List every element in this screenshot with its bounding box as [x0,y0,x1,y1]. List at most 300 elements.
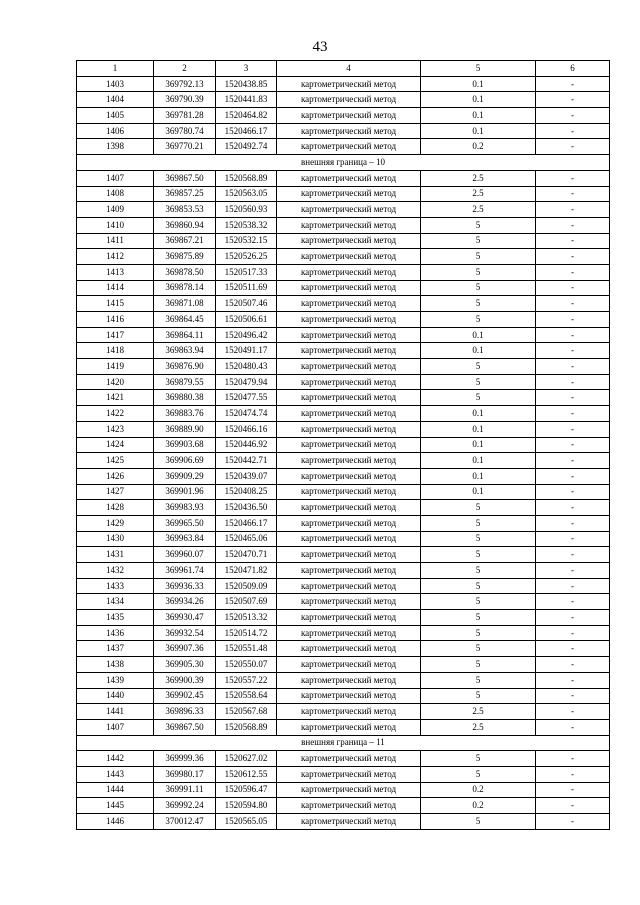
x-coordinate-cell: 369902.45 [154,688,216,704]
x-coordinate-cell: 369909.29 [154,468,216,484]
x-coordinate-cell: 369879.55 [154,374,216,390]
note-cell: - [536,531,610,547]
table-row [77,484,610,500]
table-row [77,468,610,484]
x-coordinate-cell: 369896.33 [154,704,216,720]
section-label: внешняя граница – 11 [77,735,610,751]
y-coordinate-cell: 1520491.17 [216,343,277,359]
point-number-cell: 1428 [77,500,154,516]
point-number-cell: 1432 [77,563,154,579]
table-row [77,814,610,830]
accuracy-cell: 0.2 [421,798,536,814]
x-coordinate-cell: 369961.74 [154,563,216,579]
y-coordinate-cell: 1520568.89 [216,719,277,735]
point-number-cell: 1427 [77,484,154,500]
note-cell: - [536,421,610,437]
y-coordinate-cell: 1520612.55 [216,766,277,782]
y-coordinate-cell: 1520442.71 [216,453,277,469]
section-row [77,155,610,171]
accuracy-cell: 0.1 [421,92,536,108]
note-cell: - [536,751,610,767]
note-cell: - [536,233,610,249]
y-coordinate-cell: 1520507.69 [216,594,277,610]
method-cell: картометрический метод [277,202,421,218]
x-coordinate-cell: 369983.93 [154,500,216,516]
y-coordinate-cell: 1520507.46 [216,296,277,312]
y-coordinate-cell: 1520470.71 [216,547,277,563]
x-coordinate-cell: 369930.47 [154,610,216,626]
y-coordinate-cell: 1520557.22 [216,672,277,688]
x-coordinate-cell: 369901.96 [154,484,216,500]
accuracy-cell: 0.1 [421,76,536,92]
y-coordinate-cell: 1520464.82 [216,108,277,124]
y-coordinate-cell: 1520441.83 [216,92,277,108]
y-coordinate-cell: 1520492.74 [216,139,277,155]
y-coordinate-cell: 1520408.25 [216,484,277,500]
method-cell: картометрический метод [277,798,421,814]
y-coordinate-cell: 1520513.32 [216,610,277,626]
note-cell: - [536,217,610,233]
method-cell: картометрический метод [277,390,421,406]
method-cell: картометрический метод [277,217,421,233]
table-row [77,751,610,767]
table-body [77,76,610,829]
x-coordinate-cell: 369867.50 [154,170,216,186]
method-cell: картометрический метод [277,766,421,782]
table-row [77,390,610,406]
x-coordinate-cell: 369878.50 [154,264,216,280]
x-coordinate-cell: 369991.11 [154,782,216,798]
point-number-cell: 1441 [77,704,154,720]
y-coordinate-cell: 1520480.43 [216,359,277,375]
section-row [77,735,610,751]
y-coordinate-cell: 1520627.02 [216,751,277,767]
accuracy-cell: 0.1 [421,453,536,469]
table-row [77,610,610,626]
note-cell: - [536,359,610,375]
method-cell: картометрический метод [277,610,421,626]
column-header: 4 [277,61,421,77]
table-row [77,704,610,720]
y-coordinate-cell: 1520596.47 [216,782,277,798]
x-coordinate-cell: 369889.90 [154,421,216,437]
note-cell: - [536,343,610,359]
y-coordinate-cell: 1520538.32 [216,217,277,233]
method-cell: картометрический метод [277,437,421,453]
accuracy-cell: 0.1 [421,406,536,422]
coordinates-table [76,60,610,830]
method-cell: картометрический метод [277,76,421,92]
point-number-cell: 1408 [77,186,154,202]
column-header: 6 [536,61,610,77]
point-number-cell: 1410 [77,217,154,233]
table-row [77,515,610,531]
method-cell: картометрический метод [277,657,421,673]
point-number-cell: 1433 [77,578,154,594]
column-header: 5 [421,61,536,77]
method-cell: картометрический метод [277,484,421,500]
note-cell: - [536,641,610,657]
accuracy-cell: 5 [421,751,536,767]
y-coordinate-cell: 1520496.42 [216,327,277,343]
accuracy-cell: 5 [421,500,536,516]
method-cell: картометрический метод [277,170,421,186]
point-number-cell: 1422 [77,406,154,422]
method-cell: картометрический метод [277,578,421,594]
note-cell: - [536,139,610,155]
y-coordinate-cell: 1520568.89 [216,170,277,186]
point-number-cell: 1413 [77,264,154,280]
point-number-cell: 1420 [77,374,154,390]
point-number-cell: 1436 [77,625,154,641]
table-row [77,170,610,186]
accuracy-cell: 5 [421,657,536,673]
x-coordinate-cell: 369853.53 [154,202,216,218]
table-row [77,641,610,657]
point-number-cell: 1434 [77,594,154,610]
x-coordinate-cell: 369875.89 [154,249,216,265]
point-number-cell: 1429 [77,515,154,531]
accuracy-cell: 5 [421,312,536,328]
y-coordinate-cell: 1520466.16 [216,421,277,437]
x-coordinate-cell: 369864.11 [154,327,216,343]
accuracy-cell: 5 [421,374,536,390]
accuracy-cell: 2.5 [421,719,536,735]
x-coordinate-cell: 369867.21 [154,233,216,249]
x-coordinate-cell: 369792.13 [154,76,216,92]
table-row [77,280,610,296]
accuracy-cell: 5 [421,390,536,406]
method-cell: картометрический метод [277,625,421,641]
table-row [77,312,610,328]
y-coordinate-cell: 1520446.92 [216,437,277,453]
table-row [77,186,610,202]
x-coordinate-cell: 369932.54 [154,625,216,641]
y-coordinate-cell: 1520506.61 [216,312,277,328]
point-number-cell: 1407 [77,719,154,735]
x-coordinate-cell: 369900.39 [154,672,216,688]
method-cell: картометрический метод [277,374,421,390]
page-number: 43 [312,39,328,55]
note-cell: - [536,578,610,594]
note-cell: - [536,610,610,626]
method-cell: картометрический метод [277,719,421,735]
note-cell: - [536,704,610,720]
y-coordinate-cell: 1520471.82 [216,563,277,579]
accuracy-cell: 2.5 [421,202,536,218]
y-coordinate-cell: 1520466.17 [216,515,277,531]
accuracy-cell: 5 [421,578,536,594]
x-coordinate-cell: 369992.24 [154,798,216,814]
accuracy-cell: 5 [421,641,536,657]
note-cell: - [536,688,610,704]
section-label: внешняя граница – 10 [77,155,610,171]
method-cell: картометрический метод [277,233,421,249]
note-cell: - [536,108,610,124]
note-cell: - [536,76,610,92]
note-cell: - [536,296,610,312]
accuracy-cell: 5 [421,515,536,531]
note-cell: - [536,515,610,531]
x-coordinate-cell: 369906.69 [154,453,216,469]
y-coordinate-cell: 1520532.15 [216,233,277,249]
point-number-cell: 1426 [77,468,154,484]
accuracy-cell: 5 [421,610,536,626]
column-header: 3 [216,61,277,77]
method-cell: картометрический метод [277,139,421,155]
x-coordinate-cell: 369781.28 [154,108,216,124]
method-cell: картометрический метод [277,704,421,720]
x-coordinate-cell: 369790.39 [154,92,216,108]
point-number-cell: 1411 [77,233,154,249]
note-cell: - [536,280,610,296]
method-cell: картометрический метод [277,453,421,469]
table-row [77,264,610,280]
table-row [77,594,610,610]
x-coordinate-cell: 369934.26 [154,594,216,610]
x-coordinate-cell: 369960.07 [154,547,216,563]
point-number-cell: 1405 [77,108,154,124]
table-row [77,123,610,139]
point-number-cell: 1438 [77,657,154,673]
accuracy-cell: 5 [421,672,536,688]
method-cell: картометрический метод [277,421,421,437]
point-number-cell: 1439 [77,672,154,688]
table-row [77,202,610,218]
point-number-cell: 1443 [77,766,154,782]
x-coordinate-cell: 369907.36 [154,641,216,657]
accuracy-cell: 5 [421,531,536,547]
note-cell: - [536,390,610,406]
accuracy-cell: 5 [421,594,536,610]
table-row [77,92,610,108]
x-coordinate-cell: 369980.17 [154,766,216,782]
point-number-cell: 1412 [77,249,154,265]
point-number-cell: 1445 [77,798,154,814]
x-coordinate-cell: 369936.33 [154,578,216,594]
point-number-cell: 1423 [77,421,154,437]
accuracy-cell: 0.1 [421,468,536,484]
point-number-cell: 1440 [77,688,154,704]
note-cell: - [536,594,610,610]
accuracy-cell: 5 [421,296,536,312]
table-row [77,374,610,390]
point-number-cell: 1417 [77,327,154,343]
y-coordinate-cell: 1520514.72 [216,625,277,641]
accuracy-cell: 0.1 [421,327,536,343]
method-cell: картометрический метод [277,123,421,139]
y-coordinate-cell: 1520436.50 [216,500,277,516]
point-number-cell: 1437 [77,641,154,657]
table-row [77,327,610,343]
accuracy-cell: 2.5 [421,186,536,202]
x-coordinate-cell: 369883.76 [154,406,216,422]
method-cell: картометрический метод [277,641,421,657]
table-row [77,766,610,782]
table-row [77,657,610,673]
method-cell: картометрический метод [277,751,421,767]
note-cell: - [536,500,610,516]
y-coordinate-cell: 1520567.68 [216,704,277,720]
column-header: 1 [77,61,154,77]
note-cell: - [536,327,610,343]
y-coordinate-cell: 1520509.09 [216,578,277,594]
table-row [77,406,610,422]
table-row [77,531,610,547]
note-cell: - [536,170,610,186]
note-cell: - [536,453,610,469]
y-coordinate-cell: 1520466.17 [216,123,277,139]
note-cell: - [536,766,610,782]
table-row [77,547,610,563]
table-header-row [77,61,610,77]
table-row [77,249,610,265]
point-number-cell: 1442 [77,751,154,767]
accuracy-cell: 0.1 [421,484,536,500]
note-cell: - [536,719,610,735]
accuracy-cell: 0.2 [421,139,536,155]
point-number-cell: 1419 [77,359,154,375]
note-cell: - [536,249,610,265]
point-number-cell: 1424 [77,437,154,453]
y-coordinate-cell: 1520477.55 [216,390,277,406]
x-coordinate-cell: 369867.50 [154,719,216,735]
point-number-cell: 1431 [77,547,154,563]
table-row [77,782,610,798]
x-coordinate-cell: 369864.45 [154,312,216,328]
accuracy-cell: 5 [421,233,536,249]
method-cell: картометрический метод [277,594,421,610]
note-cell: - [536,264,610,280]
y-coordinate-cell: 1520594.80 [216,798,277,814]
accuracy-cell: 0.1 [421,343,536,359]
point-number-cell: 1409 [77,202,154,218]
accuracy-cell: 5 [421,280,536,296]
accuracy-cell: 5 [421,625,536,641]
note-cell: - [536,468,610,484]
note-cell: - [536,798,610,814]
column-header: 2 [154,61,216,77]
x-coordinate-cell: 369876.90 [154,359,216,375]
accuracy-cell: 0.1 [421,421,536,437]
x-coordinate-cell: 369905.30 [154,657,216,673]
table-row [77,296,610,312]
accuracy-cell: 0.1 [421,123,536,139]
accuracy-cell: 2.5 [421,704,536,720]
y-coordinate-cell: 1520550.07 [216,657,277,673]
table-row [77,672,610,688]
point-number-cell: 1407 [77,170,154,186]
method-cell: картометрический метод [277,343,421,359]
x-coordinate-cell: 369871.08 [154,296,216,312]
method-cell: картометрический метод [277,92,421,108]
accuracy-cell: 5 [421,688,536,704]
accuracy-cell: 5 [421,249,536,265]
note-cell: - [536,484,610,500]
point-number-cell: 1418 [77,343,154,359]
table-row [77,139,610,155]
point-number-cell: 1416 [77,312,154,328]
method-cell: картометрический метод [277,264,421,280]
y-coordinate-cell: 1520558.64 [216,688,277,704]
point-number-cell: 1403 [77,76,154,92]
accuracy-cell: 5 [421,547,536,563]
y-coordinate-cell: 1520526.25 [216,249,277,265]
method-cell: картометрический метод [277,108,421,124]
note-cell: - [536,814,610,830]
method-cell: картометрический метод [277,406,421,422]
method-cell: картометрический метод [277,280,421,296]
x-coordinate-cell: 369880.38 [154,390,216,406]
point-number-cell: 1430 [77,531,154,547]
point-number-cell: 1446 [77,814,154,830]
note-cell: - [536,202,610,218]
accuracy-cell: 5 [421,359,536,375]
y-coordinate-cell: 1520438.85 [216,76,277,92]
method-cell: картометрический метод [277,327,421,343]
method-cell: картометрический метод [277,296,421,312]
x-coordinate-cell: 369857.25 [154,186,216,202]
method-cell: картометрический метод [277,547,421,563]
y-coordinate-cell: 1520439.07 [216,468,277,484]
note-cell: - [536,186,610,202]
note-cell: - [536,406,610,422]
note-cell: - [536,625,610,641]
method-cell: картометрический метод [277,688,421,704]
method-cell: картометрический метод [277,312,421,328]
table-row [77,421,610,437]
table-row [77,233,610,249]
point-number-cell: 1398 [77,139,154,155]
x-coordinate-cell: 369965.50 [154,515,216,531]
table-row [77,500,610,516]
x-coordinate-cell: 369903.68 [154,437,216,453]
accuracy-cell: 0.2 [421,782,536,798]
note-cell: - [536,672,610,688]
accuracy-cell: 5 [421,264,536,280]
x-coordinate-cell: 369780.74 [154,123,216,139]
table-row [77,798,610,814]
x-coordinate-cell: 369963.84 [154,531,216,547]
note-cell: - [536,312,610,328]
table-row [77,719,610,735]
x-coordinate-cell: 369878.14 [154,280,216,296]
y-coordinate-cell: 1520465.06 [216,531,277,547]
method-cell: картометрический метод [277,249,421,265]
x-coordinate-cell: 369999.36 [154,751,216,767]
table-row [77,76,610,92]
table-row [77,578,610,594]
accuracy-cell: 5 [421,766,536,782]
x-coordinate-cell: 369863.94 [154,343,216,359]
table-row [77,108,610,124]
y-coordinate-cell: 1520560.93 [216,202,277,218]
point-number-cell: 1414 [77,280,154,296]
accuracy-cell: 5 [421,814,536,830]
method-cell: картометрический метод [277,500,421,516]
method-cell: картометрический метод [277,531,421,547]
method-cell: картометрический метод [277,782,421,798]
table-row [77,437,610,453]
y-coordinate-cell: 1520479.94 [216,374,277,390]
table-row [77,453,610,469]
point-number-cell: 1415 [77,296,154,312]
method-cell: картометрический метод [277,672,421,688]
note-cell: - [536,123,610,139]
note-cell: - [536,782,610,798]
table-row [77,359,610,375]
table-row [77,688,610,704]
